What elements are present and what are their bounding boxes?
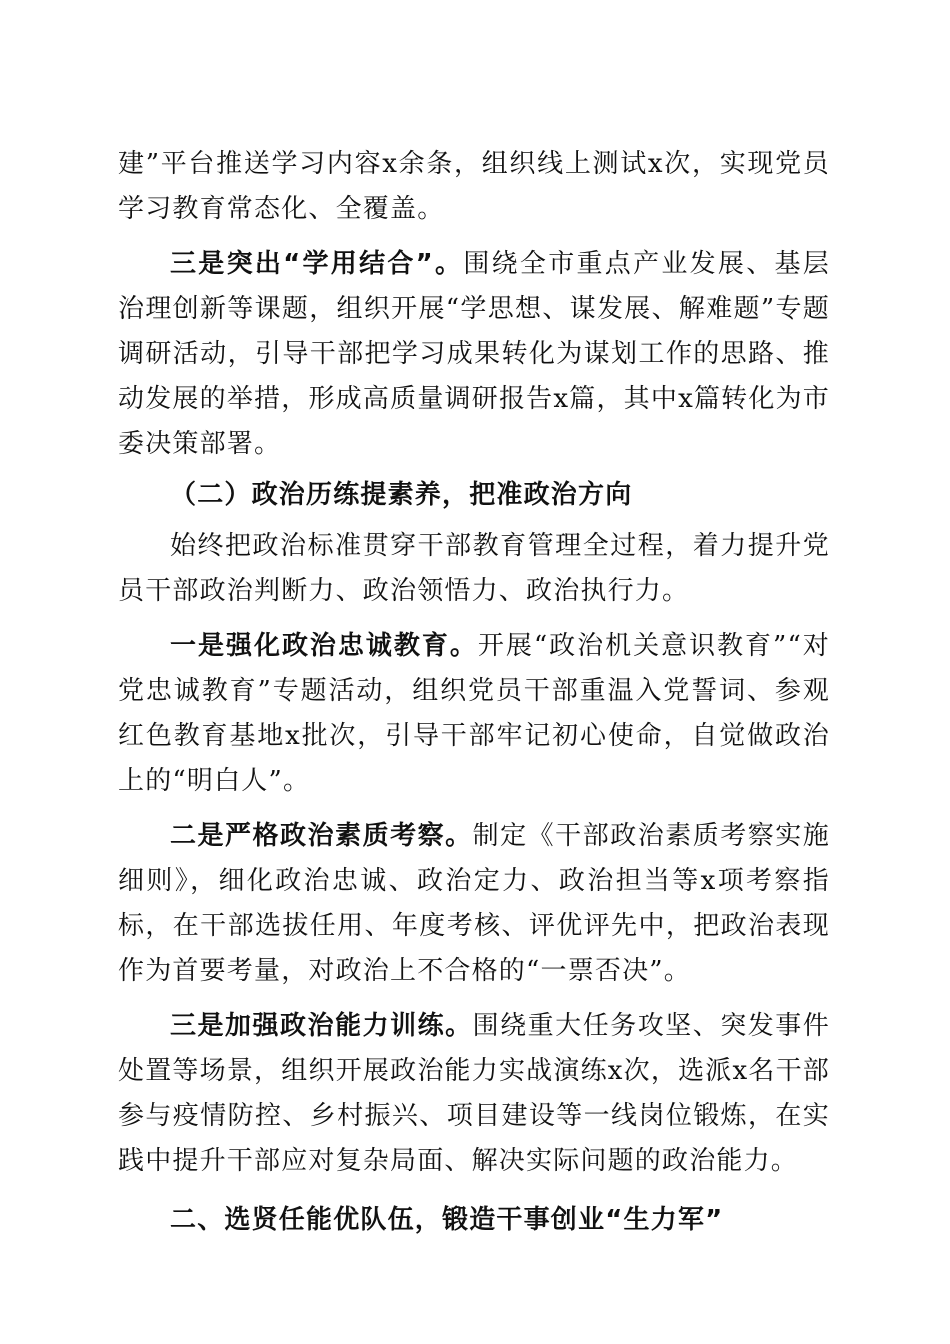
item-three-study-lead: 三是突出“学用结合”。 [170, 249, 464, 279]
item-one-text: 开展“政治机关意识教育”“对党忠诚教育”专题活动，组织党员干部重温入党誓词、参观红色教育基地x批次，引导干部牢记初心使命，自觉做政治上的“明白人”。 [118, 631, 830, 796]
document-body [118, 142, 830, 1243]
item-three-lead: 三是加强政治能力训练。 [170, 1011, 473, 1041]
subsection-two-intro: 始终把政治标准贯穿干部教育管理全过程，着力提升党员干部政治判断力、政治领悟力、政治执行力。 [118, 531, 830, 606]
subsection-two-heading: （二）政治历练提素养，把准政治方向 [170, 480, 633, 510]
item-three-text: 围绕重大任务攻坚、突发事件处置等场景，组织开展政治能力实战演练x次，选派x名干部参与疫情防控、乡村振兴、项目建设等一线岗位锻炼，在实践中提升干部应对复杂局面、解决实际问题的政治能力。 [118, 1011, 830, 1176]
item-one-paragraph [118, 624, 830, 804]
item-two-text: 制定《干部政治素质考察实施细则》，细化政治忠诚、政治定力、政治担当等x项考察指标，在干部选拔任用、年度考核、评优评先中，把政治表现作为首要考量，对政治上不合格的“一票否决”。 [118, 821, 830, 986]
item-three-study-paragraph [118, 242, 830, 467]
continuation-paragraph: 建”平台推送学习内容x余条，组织线上测试x次，实现党员学习教育常态化、全覆盖。 [118, 149, 830, 224]
item-two-lead: 二是严格政治素质考察。 [170, 821, 473, 851]
item-one-lead: 一是强化政治忠诚教育。 [170, 631, 478, 661]
section-two-heading: 二、选贤任能优队伍，锻造干事创业“生力军” [170, 1205, 724, 1235]
item-three-study-text: 围绕全市重点产业发展、基层治理创新等课题，组织开展“学思想、谋发展、解难题”专题调研活动，引导干部把学习成果转化为谋划工作的思路、推动发展的举措，形成高质量调研报告x篇，其中x篇转化为市委决策部署。 [118, 249, 830, 459]
item-three-paragraph [118, 1004, 830, 1184]
item-two-paragraph [118, 814, 830, 994]
